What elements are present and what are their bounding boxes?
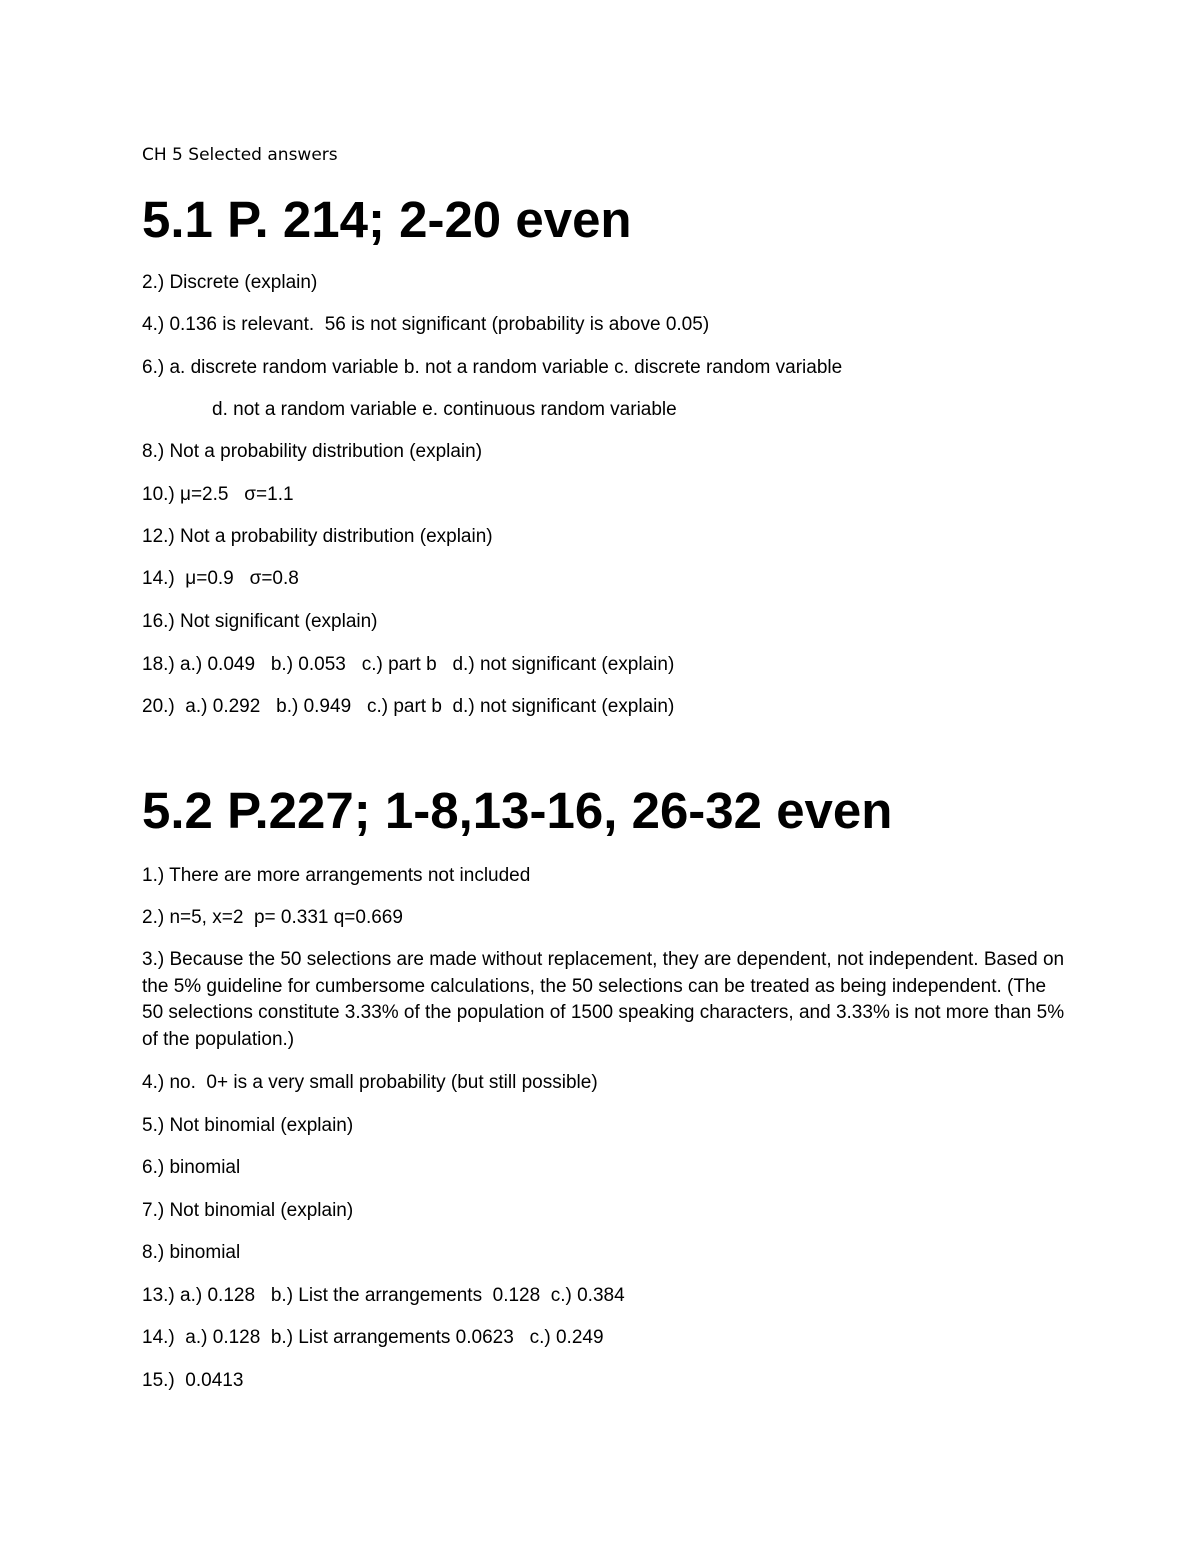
answer-5-1-10: 10.) μ=2.5 σ=1.1 [142,484,294,505]
section-5-1-heading: 5.1 P. 214; 2-20 even [142,191,632,248]
answer-5-1-12: 12.) Not a probability distribution (explain) [142,526,493,547]
answer-5-1-6-continued: d. not a random variable e. continuous random variable [212,399,677,420]
answer-5-1-16: 16.) Not significant (explain) [142,611,378,632]
answer-5-2-2: 2.) n=5, x=2 p= 0.331 q=0.669 [142,907,403,928]
answer-5-1-14: 14.) μ=0.9 σ=0.8 [142,568,299,589]
answer-5-2-8: 8.) binomial [142,1242,241,1263]
answer-5-1-8: 8.) Not a probability distribution (explain) [142,441,483,462]
answer-5-2-1: 1.) There are more arrangements not included [142,865,531,886]
answer-5-2-13: 13.) a.) 0.128 b.) List the arrangements 0.128 c.) 0.384 [142,1285,625,1306]
answer-5-2-7: 7.) Not binomial (explain) [142,1200,354,1221]
section-5-2-heading: 5.2 P.227; 1-8,13-16, 26-32 even [142,782,893,839]
answer-5-2-15: 15.) 0.0413 [142,1370,244,1391]
answer-5-2-5: 5.) Not binomial (explain) [142,1115,354,1136]
answer-5-1-20: 20.) a.) 0.292 b.) 0.949 c.) part b d.) not significant (explain) [142,696,675,717]
answer-5-2-6: 6.) binomial [142,1157,241,1178]
answer-5-1-2: 2.) Discrete (explain) [142,272,318,293]
answer-5-1-18: 18.) a.) 0.049 b.) 0.053 c.) part b d.) not significant (explain) [142,654,675,675]
answer-5-1-4: 4.) 0.136 is relevant. 56 is not significant (probability is above 0.05) [142,314,710,335]
answer-5-2-3: 3.) Because the 50 selections are made without replacement, they are dependent, not independent. Based on the 5% guideline for cumbersome calculations, the 50 selections can be treated as being independent. (The 50 selections constitute 3.33% of the population of 1500 speaking characters, and 3.33% is not more than 5% of the population.) [142,949,1065,1050]
document-title: CH 5 Selected answers [142,145,338,165]
answer-5-2-14: 14.) a.) 0.128 b.) List arrangements 0.0623 c.) 0.249 [142,1327,604,1348]
answer-5-2-4: 4.) no. 0+ is a very small probability (but still possible) [142,1072,598,1093]
answer-5-1-6: 6.) a. discrete random variable b. not a random variable c. discrete random variable [142,357,843,378]
